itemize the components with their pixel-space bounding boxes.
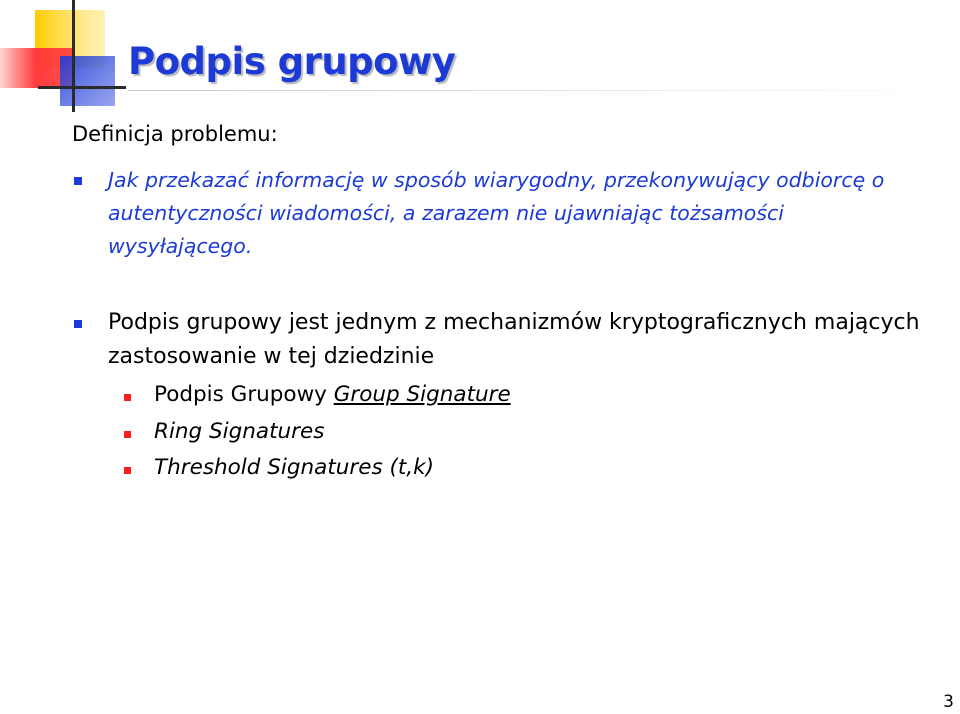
sub-bullet-square-icon: [124, 394, 131, 401]
sub-item-english-term: Threshold Signatures (t,k): [154, 455, 434, 480]
sub-item-group-signature: [154, 380, 511, 410]
bullet-square-icon: [74, 177, 82, 185]
sub-bullet-square-icon: [124, 431, 131, 438]
bullet-square-icon: [74, 320, 82, 328]
sub-item-english-term: Ring Signatures: [154, 419, 325, 444]
sub-item-ring-signatures: [154, 417, 324, 447]
sub-item-label: Podpis Grupowy: [154, 382, 334, 407]
bullet-definition-text: Jak przekazać informację w sposób wiarygodny, przekonywujący odbiorcę o autentyczności wiadomości, a zarazem nie ujawniając tożsamości wysyłającego.: [108, 168, 885, 258]
corner-decoration-graphic: [0, 0, 140, 120]
title-underline-divider: [128, 90, 960, 91]
bullet-mechanism-text: Podpis grupowy jest jednym z mechanizmów kryptograficznych mających zastosowanie w tej dziedzinie: [108, 310, 920, 369]
slide-title: Podpis grupowy: [128, 40, 456, 83]
section-heading: Definicja problemu:: [72, 122, 278, 146]
sub-item-english-term: Group Signature: [333, 382, 511, 407]
sub-item-threshold-signatures: [154, 453, 434, 483]
page-number: 3: [943, 692, 954, 712]
sub-bullet-square-icon: [124, 467, 131, 474]
